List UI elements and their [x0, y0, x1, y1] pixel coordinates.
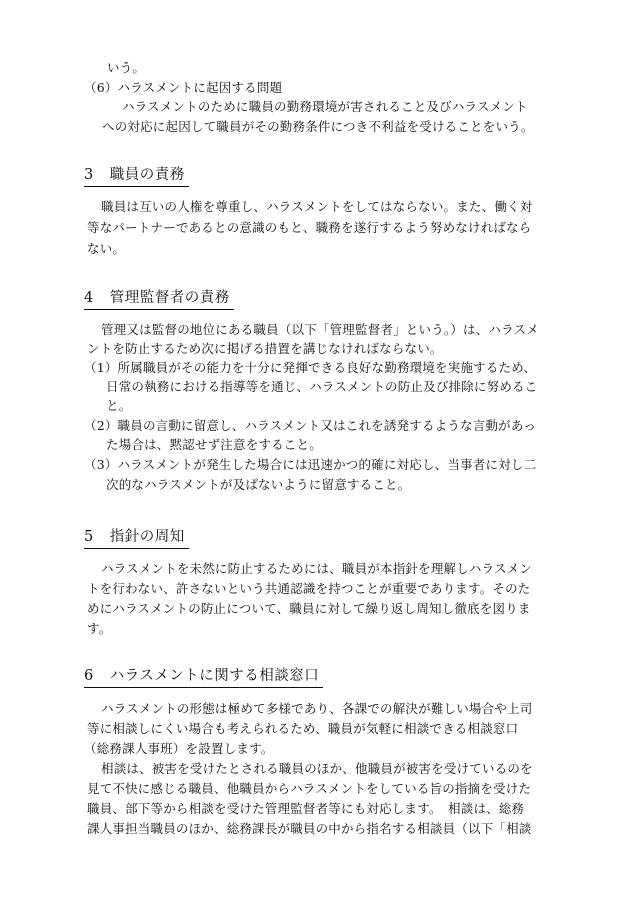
section-4-item-1-line-2: 日常の執務における指導等を通じ、ハラスメントの防止及び排除に努めるこ [106, 379, 538, 394]
section-4-item-2-line-1: （2）職員の言動に留意し、ハラスメント又はこれを誘発するような言動があっ [84, 418, 537, 433]
section-3-heading [84, 165, 189, 187]
section-6-para-2-line-3: 職員、部下等から相談を受けた管理監督者等にも対応します。 相談は、総務 [87, 801, 525, 816]
item-6-line-2: への対応に起因して職員がその勤務条件につき不利益を受けることをいう。 [102, 119, 534, 134]
section-6-para-2-line-1: 相談は、被害を受けたとされる職員のほか、他職員が被害を受けているのを [101, 761, 533, 776]
section-3-line-2: 等なパートナーであるとの意識のもと、職務を遂行するよう努めなければなら [87, 220, 532, 235]
section-3-line-3: ない。 [87, 241, 126, 256]
section-5-number: 5 [84, 529, 94, 545]
section-5-heading [84, 527, 189, 549]
section-3-title: 職員の責務 [109, 167, 185, 183]
section-5-line-2: トを行わない、許さないという共通認識を持つことが重要であります。そのた [87, 581, 531, 596]
section-4-item-1-line-1: （1）所属職員がその能力を十分に発揮できる良好な勤務環境を実施するため、 [84, 360, 537, 375]
section-5-line-1: ハラスメントを未然に防止するためには、職員が本指針を理解しハラスメン [101, 561, 533, 576]
item-6-line-1: ハラスメントのために職員の勤務環境が害されること及びハラスメント [122, 99, 528, 114]
section-4-intro-line-2: ントを防止するため次に掲げる措置を講じなければならない。 [87, 341, 443, 356]
section-4-item-3-line-1: （3）ハラスメントが発生した場合には迅速かつ的確に対応し、当事者に対し二 [84, 457, 537, 472]
section-6-heading [84, 666, 323, 688]
section-6-para-1-line-1: ハラスメントの形態は極めて多様であり、各課での解決が難しい場合や上司 [101, 701, 533, 716]
section-5-line-3: めにハラスメントの防止について、職員に対して繰り返し周知し徹底を図りま [87, 601, 531, 616]
section-6-para-1-line-3: （総務課人事班）を設置します。 [84, 741, 274, 756]
section-6-number: 6 [84, 668, 94, 684]
section-4-number: 4 [84, 290, 94, 306]
section-6-para-2-line-2: 見て不快に感じる職員、他職員からハラスメントをしている旨の指摘を受けた [87, 781, 532, 796]
section-3-number: 3 [84, 167, 94, 183]
continuation-line: いう。 [107, 60, 146, 75]
section-6-title: ハラスメントに関する相談窓口 [109, 668, 320, 684]
section-6-para-2-line-4: 課人事担当職員のほか、総務課長が職員の中から指名する相談員（以下「相談 [87, 821, 532, 836]
section-5-line-4: す。 [87, 621, 112, 636]
section-4-intro-line-1: 管理又は監督の地位にある職員（以下「管理監督者」という。）は、ハラスメ [101, 322, 539, 337]
section-4-heading [84, 288, 234, 310]
section-4-title: 管理監督者の責務 [109, 290, 230, 306]
section-6-para-1-line-2: 等に相談しにくい場合も考えられるため、職員が気軽に相談できる相談窓口 [87, 721, 519, 736]
section-4-item-2-line-2: た場合は、黙認せず注意をすること。 [106, 437, 322, 452]
section-5-title: 指針の周知 [109, 529, 185, 545]
section-3-line-1: 職員は互いの人権を尊重し、ハラスメントをしてはならない。また、働く対 [101, 199, 533, 214]
section-4-item-3-line-2: 次的なハラスメントが及ばないように留意すること。 [106, 477, 411, 492]
section-4-item-1-line-3: と。 [106, 398, 132, 413]
item-6-heading: （6）ハラスメントに起因する問題 [84, 80, 283, 95]
